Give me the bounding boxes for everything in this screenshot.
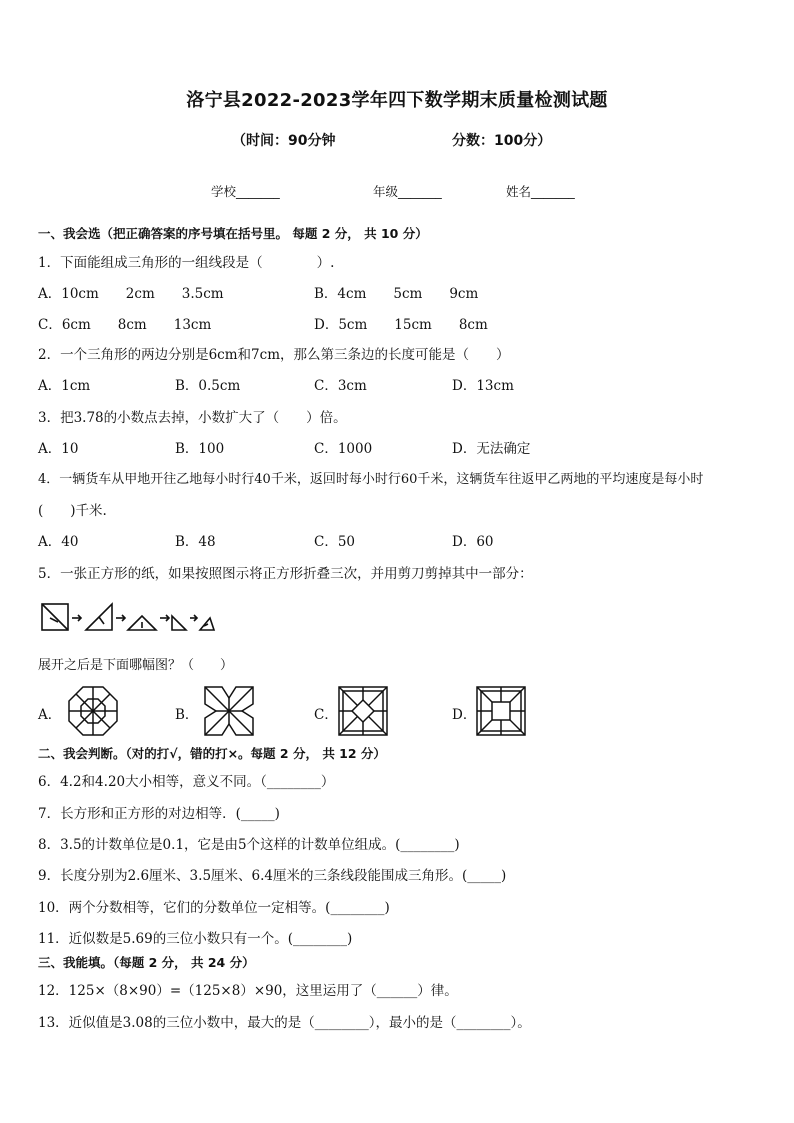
q4-option-d: D．60: [452, 534, 494, 550]
q1-option-b: B．4cm 5cm 9cm: [314, 286, 479, 302]
notched-square-pattern-image: [204, 686, 254, 736]
q4-stem-continued: ( )千米.: [38, 503, 107, 519]
name-field: 姓名_______: [506, 184, 575, 199]
q4-option-a: A．40: [38, 534, 79, 550]
q1-option-d: D．5cm 15cm 8cm: [314, 317, 488, 333]
q1-stem: 1．下面能组成三角形的一组线段是（ ）.: [38, 255, 335, 271]
q5-after-text: 展开之后是下面哪幅图？（ ）: [38, 658, 234, 673]
q5-option-d: D．: [452, 707, 477, 723]
fill-item-12: 12．125×（8×90）=（125×8）×90，这里运用了（______）律。: [38, 983, 458, 999]
square-hole-pattern-image: [476, 686, 526, 736]
q2-option-a: A．1cm: [38, 378, 91, 394]
q5-option-b: B．: [175, 707, 199, 723]
judge-item-11: 11．近似数是5.69的三位小数只有一个。(________): [38, 931, 353, 947]
exam-title: 洛宁县2022-2023学年四下数学期末质量检测试题: [186, 90, 608, 111]
grade-field: 年级_______: [373, 184, 442, 199]
q2-option-d: D．13cm: [452, 378, 514, 394]
q2-option-c: C．3cm: [314, 378, 367, 394]
q2-option-b: B．0.5cm: [175, 378, 241, 394]
q3-option-a: A．10: [38, 441, 79, 457]
q3-stem: 3．把3.78的小数点去掉，小数扩大了（ ）倍。: [38, 410, 347, 426]
q2-stem: 2．一个三角形的两边分别是6cm和7cm，那么第三条边的长度可能是（ ）: [38, 347, 510, 363]
q5-stem: 5．一张正方形的纸，如果按照图示将正方形折叠三次，并用剪刀剪掉其中一部分：: [38, 566, 533, 582]
judge-item-10: 10．两个分数相等，它们的分数单位一定相等。(________): [38, 900, 390, 916]
q1-option-a: A．10cm 2cm 3.5cm: [38, 286, 224, 302]
judge-item-9: 9．长度分别为2.6厘米、3.5厘米、6.4厘米的三条线段能围成三角形。(_____): [38, 868, 507, 884]
q3-option-c: C．1000: [314, 441, 373, 457]
fill-item-13: 13．近似值是3.08的三位小数中，最大的是（________），最小的是（________）。: [38, 1015, 531, 1031]
q4-option-b: B．48: [175, 534, 216, 550]
diamond-hole-pattern-image: [338, 686, 388, 736]
total-score: 分数：100分）: [452, 133, 552, 149]
section1-heading: 一、我会选（把正确答案的序号填在括号里。 每题 2 分， 共 10 分）: [38, 226, 428, 241]
section3-heading: 三、我能填。（每题 2 分， 共 24 分）: [38, 955, 255, 970]
q5-option-a: A．: [38, 707, 62, 723]
section2-heading: 二、我会判断。（对的打√，错的打×。每题 2 分， 共 12 分）: [38, 746, 386, 761]
judge-item-8: 8．3.5的计数单位是0.1，它是由5个这样的计数单位组成。(________): [38, 837, 460, 853]
school-field: 学校_______: [211, 184, 280, 199]
time-limit: （时间：90分钟: [232, 133, 336, 149]
q4-option-c: C．50: [314, 534, 356, 550]
q4-stem: 4．一辆货车从甲地开往乙地每小时行40千米，返回时每小时行60千米，这辆货车往返甲乙两地的平均速度是每小时: [38, 472, 704, 487]
q3-option-d: D．无法确定: [452, 441, 531, 457]
q5-option-c: C．: [314, 707, 338, 723]
judge-item-7: 7．长方形和正方形的对边相等．(_____): [38, 806, 280, 822]
octagon-pattern-image: [68, 686, 118, 736]
q1-option-c: C．6cm 8cm 13cm: [38, 317, 212, 333]
judge-item-6: 6．4.2和4.20大小相等，意义不同。（________）: [38, 774, 335, 790]
folding-sequence-figure: [38, 598, 238, 638]
q3-option-b: B．100: [175, 441, 225, 457]
